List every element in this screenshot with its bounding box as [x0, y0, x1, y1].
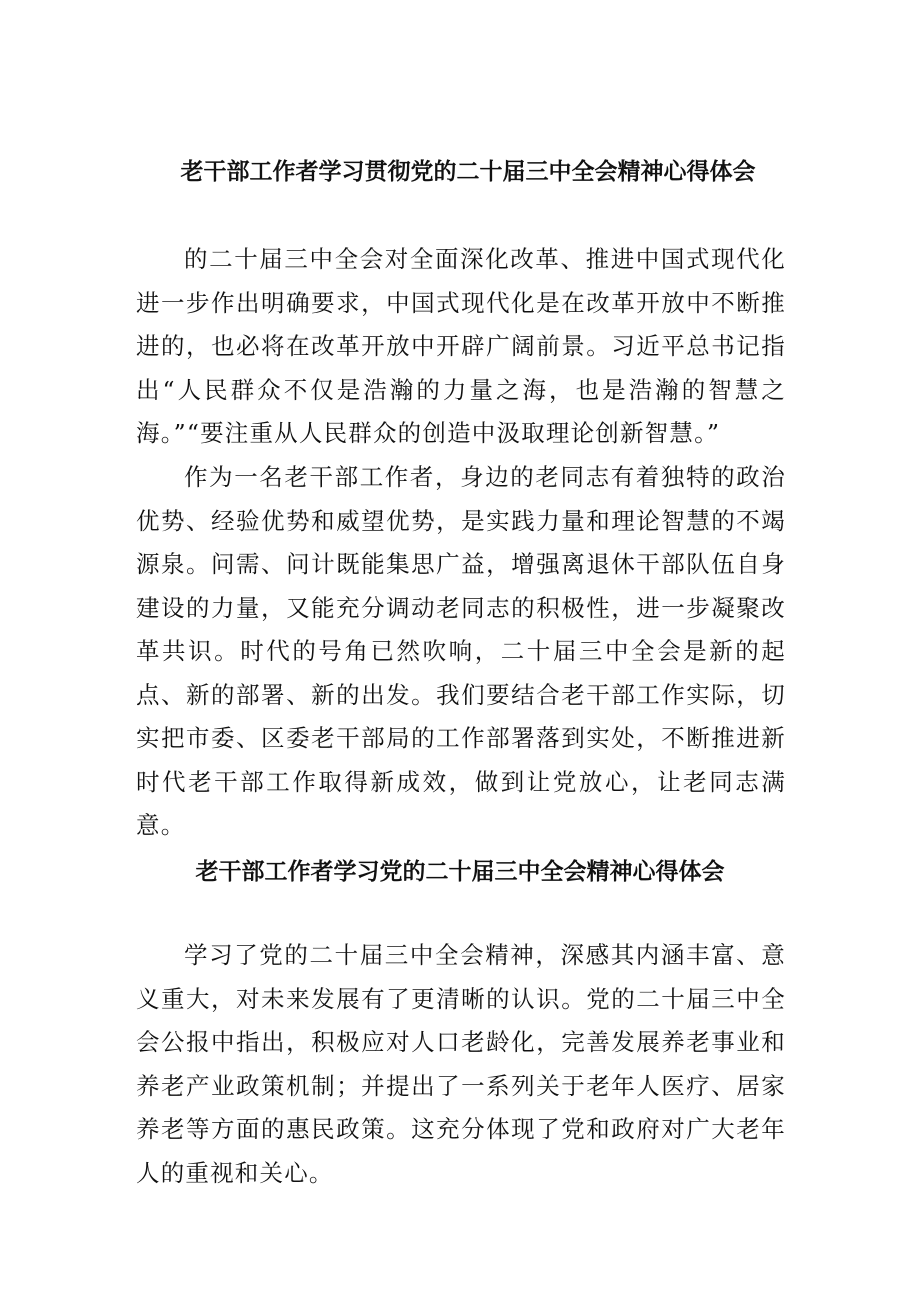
section-2-paragraph-1: 学习了党的二十届三中全会精神，深感其内涵丰富、意义重大，对未来发展有了更清晰的认识。党的二十届三中全会公报中指出，积极应对人口老龄化，完善发展养老事业和养老产业政策机制；并提出了一系列关于老年人医疗、居家养老等方面的惠民政策。这充分体现了党和政府对广大老年人的重视和关心。 [136, 941, 786, 1187]
section-title-2: 老干部工作者学习党的二十届三中全会精神心得体会 [195, 859, 725, 885]
section-1-paragraph-2: 作为一名老干部工作者，身边的老同志有着独特的政治优势、经验优势和威望优势，是实践力量和理论智慧的不竭源泉。问需、问计既能集思广益，增强离退休干部队伍自身建设的力量，又能充分调动老同志的积极性，进一步凝聚改革共识。时代的号角已然吹响，二十届三中全会是新的起点、新的部署、新的出发。我们要结合老干部工作实际，切实把市委、区委老干部局的工作部署落到实处，不断推进新时代老干部工作取得新成效，做到让党放心，让老同志满意。 [136, 463, 786, 839]
section-title-1: 老干部工作者学习贯彻党的二十届三中全会精神心得体会 [180, 159, 756, 185]
section-1-paragraph-1: 的二十届三中全会对全面深化改革、推进中国式现代化进一步作出明确要求，中国式现代化是在改革开放中不断推进的，也必将在改革开放中开辟广阔前景。习近平总书记指出“人民群众不仅是浩瀚的力量之海，也是浩瀚的智慧之海。”“要注重从人民群众的创造中汲取理论创新智慧。” [136, 245, 786, 447]
